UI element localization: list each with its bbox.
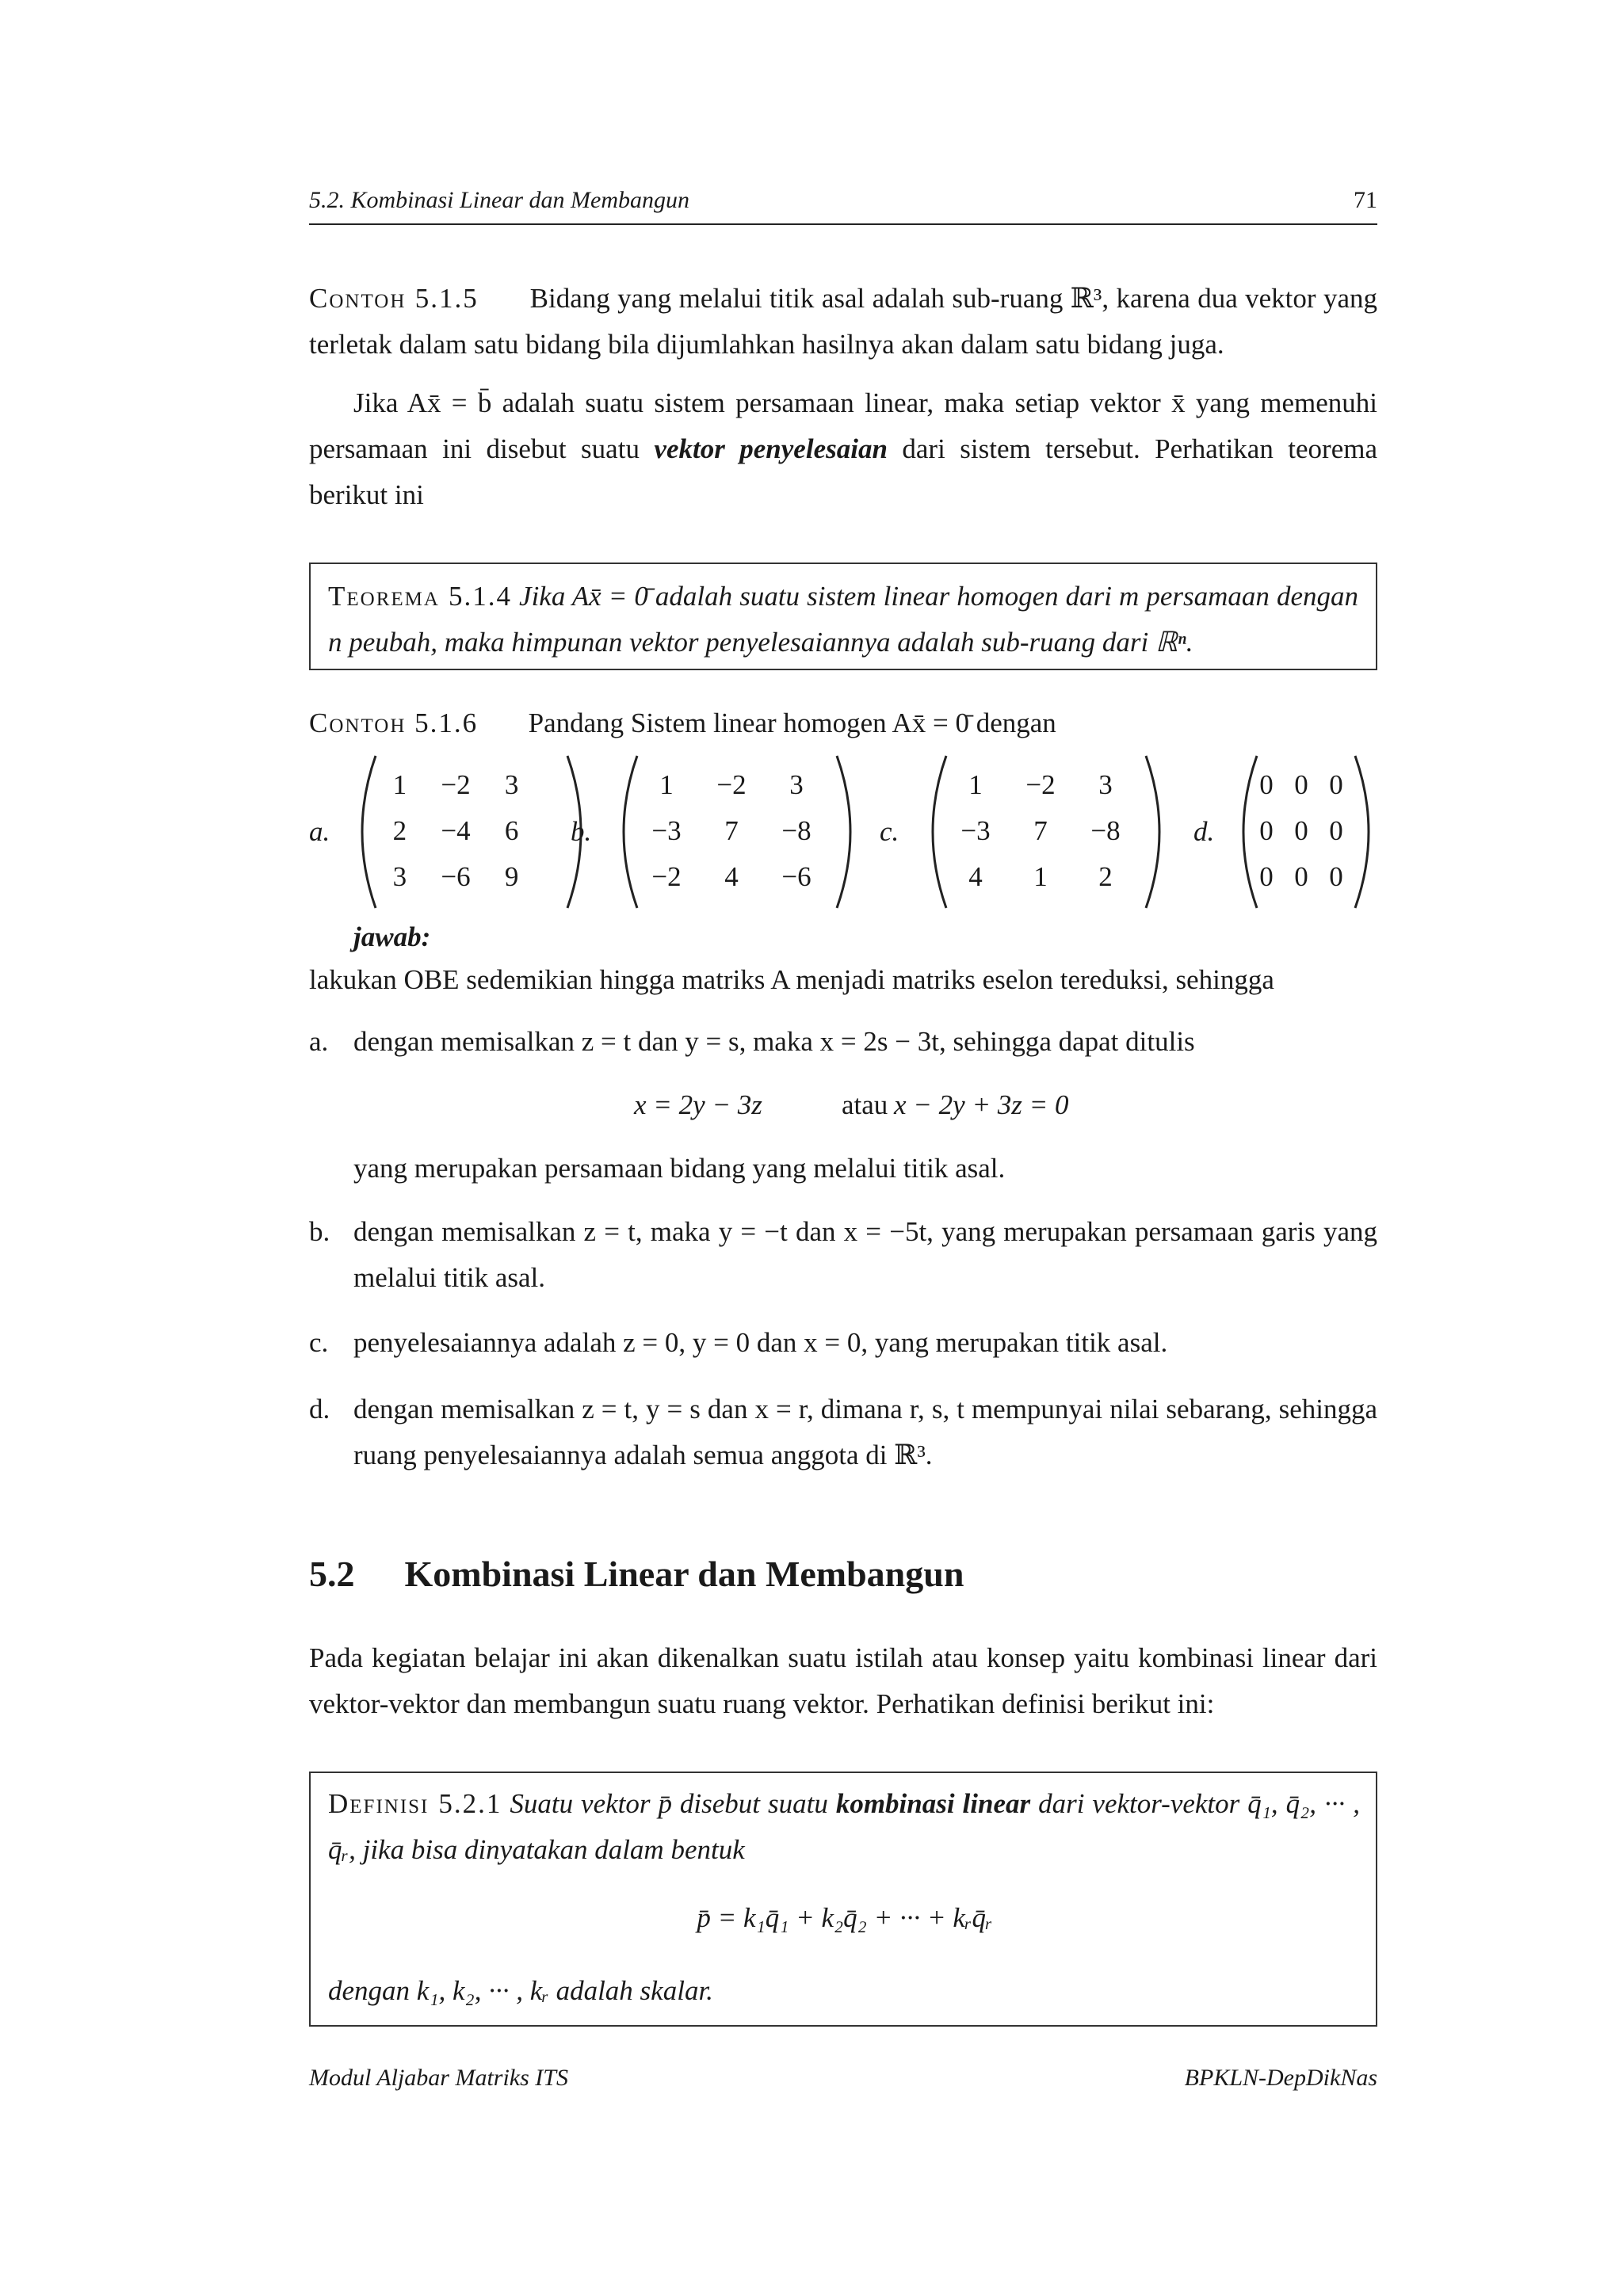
contoh-515-text: Bidang yang melalui titik asal adalah sub-ruang ℝ³, karena dua vektor yang terletak dalam satu bidang bila dijumlahkan hasilnya akan dalam satu bidang juga. xyxy=(309,283,1378,360)
contoh-516-label: Contoh 5.1.6 xyxy=(309,707,479,738)
teorema-514-label: Teorema 5.1.4 xyxy=(328,581,512,612)
cell: 0 xyxy=(1259,815,1274,846)
matrix-c-table xyxy=(943,762,1138,900)
cell: 0 xyxy=(1294,815,1308,846)
answer-a-line2: yang merupakan persamaan bidang yang melalui titik asal. xyxy=(353,1153,1006,1184)
matrix-d-label: d. xyxy=(1193,816,1215,847)
answer-c xyxy=(309,1320,1377,1366)
answer-b xyxy=(309,1209,1377,1301)
header-section: 5.2. Kombinasi Linear dan Membangun xyxy=(309,187,689,213)
cell: −8 xyxy=(1090,815,1121,846)
cell: −4 xyxy=(441,815,471,846)
teorema-514-text: Jika Ax̄ = 0̄ adalah suatu sistem linear homogen dari m persamaan dengan n peubah, maka himpunan vektor penyelesaiannya adalah sub-ruang dari ℝⁿ. xyxy=(328,581,1359,658)
cell: 7 xyxy=(724,815,739,846)
definisi-521-text xyxy=(328,1781,1360,1873)
jawab-label-text: jawab: xyxy=(353,921,431,952)
definisi-bold-term: kombinasi linear xyxy=(835,1788,1031,1819)
cell: −2 xyxy=(716,769,747,800)
footer-right: BPKLN-DepDikNas xyxy=(1184,2065,1377,2091)
definisi-formula: p̄ = k₁q̄₁ + k₂q̄₂ + ··· + kᵣq̄ᵣ xyxy=(697,1902,993,1933)
matrix-c-label: c. xyxy=(880,816,899,847)
answer-a-line1: dengan memisalkan z = t dan y = s, maka x = 2s − 3t, sehingga dapat ditulis xyxy=(353,1026,1195,1057)
right-paren-icon xyxy=(1141,753,1176,911)
equation-left: x = 2y − 3z xyxy=(634,1089,762,1120)
cell: 0 xyxy=(1294,769,1308,800)
para1-post: dari sistem tersebut. Perhatikan teorema berikut ini xyxy=(309,433,1377,510)
answer-d-text: dengan memisalkan z = t, y = s dan x = r, dimana r, s, t mempunyai nilai sebarang, sehingga ruang penyelesaiannya adalah semua anggota di ℝ³. xyxy=(353,1394,1377,1470)
cell: 3 xyxy=(1098,769,1113,800)
contoh-516 xyxy=(309,700,1377,746)
matrix-d-table xyxy=(1249,762,1354,900)
right-paren-icon xyxy=(832,753,867,911)
cell: −2 xyxy=(1025,769,1056,800)
answer-d xyxy=(309,1386,1377,1478)
matrix-c xyxy=(880,753,1181,911)
section-number: 5.2 xyxy=(309,1554,355,1594)
cell: 1 xyxy=(1033,861,1048,892)
matrix-a-label: a. xyxy=(309,816,330,847)
matrix-b-label: b. xyxy=(571,816,592,847)
equation-right: x − 2y + 3z = 0 xyxy=(894,1089,1069,1120)
answer-a-marker: a. xyxy=(309,1026,329,1057)
cell: 3 xyxy=(392,861,407,892)
jawab-intro: lakukan OBE sedemikian hingga matriks A menjadi matriks eselon tereduksi, sehingga xyxy=(309,964,1274,995)
cell: 0 xyxy=(1259,769,1274,800)
cell: 3 xyxy=(504,769,519,800)
answer-c-text: penyelesaiannya adalah z = 0, y = 0 dan x = 0, yang merupakan titik asal. xyxy=(353,1327,1168,1358)
definisi-521-label: Definisi 5.2.1 xyxy=(328,1788,502,1819)
matrix-a xyxy=(309,753,539,911)
cell: −2 xyxy=(651,861,682,892)
cell: −6 xyxy=(781,861,812,892)
cell: 0 xyxy=(1329,769,1343,800)
equation-atau: atau xyxy=(842,1089,888,1120)
cell: 0 xyxy=(1294,861,1308,892)
cell: 2 xyxy=(392,815,407,846)
definisi-521-box xyxy=(309,1772,1377,2027)
matrix-a-table xyxy=(372,762,539,900)
cell: 7 xyxy=(1033,815,1048,846)
cell: 1 xyxy=(392,769,407,800)
para1-pre: Jika Ax̄ = b̄ adalah suatu sistem persamaan linear, maka setiap vektor x̄ yang memenuhi persamaan ini disebut suatu xyxy=(309,387,1377,464)
cell: 6 xyxy=(504,815,519,846)
section-title: Kombinasi Linear dan Membangun xyxy=(404,1554,964,1594)
matrix-b xyxy=(571,753,856,911)
cell: −8 xyxy=(781,815,812,846)
matrix-d xyxy=(1193,753,1377,911)
cell: −2 xyxy=(441,769,471,800)
contoh-515-label: Contoh 5.1.5 xyxy=(309,283,479,314)
answer-c-marker: c. xyxy=(309,1327,329,1358)
matrix-b-table xyxy=(634,762,829,900)
contoh-516-text: Pandang Sistem linear homogen Ax̄ = 0̄ dengan xyxy=(528,707,1056,738)
section-intro: Pada kegiatan belajar ini akan dikenalkan suatu istilah atau konsep yaitu kombinasi linear dari vektor-vektor dan membangun suatu ruang vektor. Perhatikan definisi berikut ini: xyxy=(309,1642,1377,1719)
answer-a xyxy=(309,1019,1377,1065)
cell: 4 xyxy=(968,861,983,892)
jawab-label xyxy=(353,914,430,960)
answer-b-text: dengan memisalkan z = t, maka y = −t dan x = −5t, yang merupakan persamaan garis yang melalui titik asal. xyxy=(353,1216,1377,1293)
answer-d-marker: d. xyxy=(309,1394,330,1425)
cell: −3 xyxy=(960,815,991,846)
cell: 3 xyxy=(789,769,804,800)
page-footer xyxy=(309,2065,1377,2092)
cell: 1 xyxy=(968,769,983,800)
teorema-514-box xyxy=(309,563,1377,670)
contoh-515 xyxy=(309,276,1377,368)
page-number: 71 xyxy=(1354,187,1377,213)
paragraph-vektor-penyelesaian xyxy=(309,380,1377,518)
document-page xyxy=(309,0,1377,2296)
cell: −3 xyxy=(651,815,682,846)
definisi-pre: Suatu vektor p̄ disebut suatu xyxy=(510,1788,836,1819)
cell: −6 xyxy=(441,861,471,892)
footer-left: Modul Aljabar Matriks ITS xyxy=(309,2065,568,2091)
header-rule xyxy=(309,223,1377,225)
cell: 0 xyxy=(1259,861,1274,892)
cell: 9 xyxy=(504,861,519,892)
cell: 2 xyxy=(1098,861,1113,892)
section-heading xyxy=(309,1553,964,1595)
para1-bold-term: vektor penyelesaian xyxy=(654,433,888,464)
right-paren-icon xyxy=(1350,753,1385,911)
cell: 1 xyxy=(659,769,674,800)
answer-b-marker: b. xyxy=(309,1216,330,1247)
cell: 4 xyxy=(724,861,739,892)
running-header xyxy=(309,187,1377,214)
cell: 0 xyxy=(1329,815,1343,846)
definisi-closing: dengan k₁, k₂, ··· , kᵣ adalah skalar. xyxy=(328,1975,713,2006)
definisi-post: dari vektor-vektor q̄₁, q̄₂, ··· , q̄ᵣ, jika bisa dinyatakan dalam bentuk xyxy=(328,1788,1361,1865)
cell: 0 xyxy=(1329,861,1343,892)
